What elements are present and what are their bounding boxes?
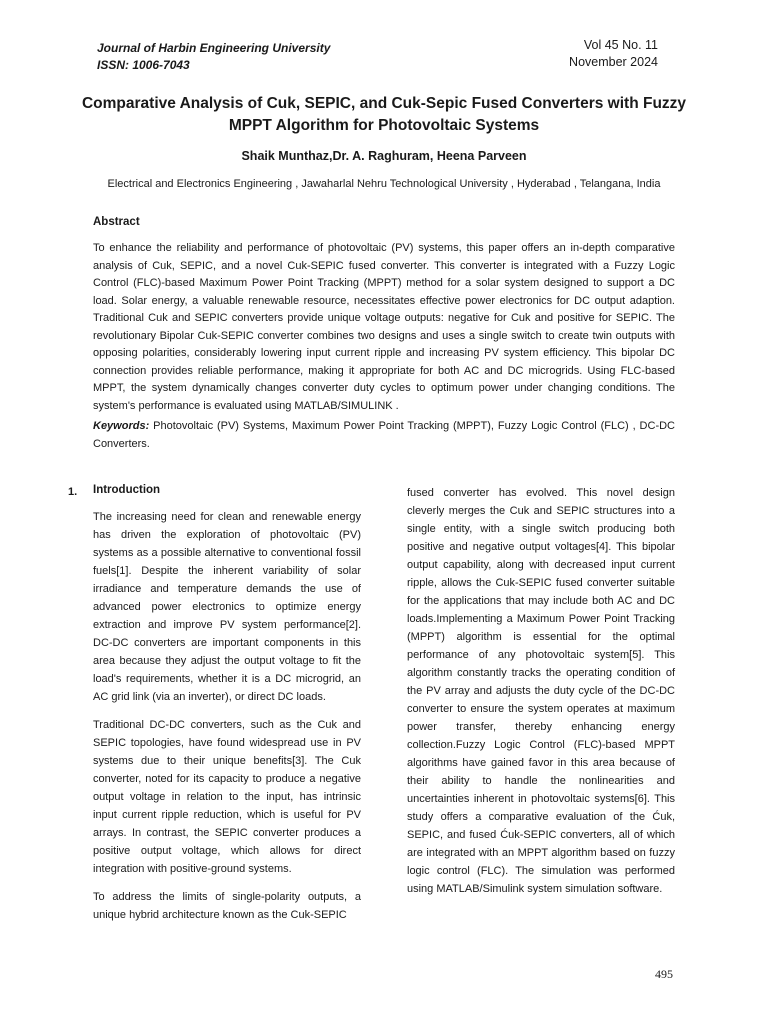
issue-info bbox=[569, 37, 658, 71]
journal-header bbox=[97, 40, 330, 74]
paragraph: fused converter has evolved. This novel design cleverly merges the Cuk and SEPIC structures into a single entity, with a single switch producing both positive and negative output voltages[4]. This bipolar output capability, along with decreased input current ripple, allows the Cuk-SEPIC fused converter suitable for the applications that may include both AC and DC loads.Implementing a Maximum Power Point Tracking (MPPT) algorithm is essential for the optimal performance of any photovoltaic system[5]. This algorithm constantly tracks the operating condition of the PV array and adjusts the duty cycle of the DC-DC converter to ensure the system operates at maximum power transfer, thereby enhancing energy collection.Fuzzy Logic Control (FLC)-based MPPT algorithms have gained favor in this area because of their ability to handle the nonlinearities and uncertainties inherent in photovoltaic systems[6]. This study offers a comparative evaluation of the Ćuk, SEPIC, and fused Ćuk-SEPIC converters, all of which are integrated with an MPPT algorithm based on fuzzy logic control (FLC). The simulation was performed using MATLAB/Simulink system simulation software. bbox=[407, 487, 675, 895]
keywords bbox=[93, 418, 675, 453]
page-number: 495 bbox=[655, 967, 673, 981]
keywords-text: Photovoltaic (PV) Systems, Maximum Power Point Tracking (MPPT), Fuzzy Logic Control (FLC) , DC-DC Converters. bbox=[93, 420, 675, 450]
left-column bbox=[93, 508, 361, 934]
paragraph: Traditional DC-DC converters, such as the Cuk and SEPIC topologies, have found widespread use in PV systems due to their unique benefits[3]. The Cuk converter, noted for its capacity to produce a negative output voltage in relation to the input, has intrinsic input current ripple reduction, which is useful for PV arrays. In contrast, the SEPIC converter produces a positive output voltage, which allows for direct integration with positive-ground systems. bbox=[93, 719, 361, 875]
paragraph: To address the limits of single-polarity outputs, a unique hybrid architecture known as the Cuk-SEPIC bbox=[93, 891, 361, 921]
section-title: Introduction bbox=[93, 484, 161, 496]
abstract-heading: Abstract bbox=[93, 216, 140, 228]
right-column bbox=[407, 484, 675, 908]
author-list: Shaik Munthaz,Dr. A. Raghuram, Heena Parveen bbox=[241, 149, 527, 163]
abstract-text: To enhance the reliability and performance of photovoltaic (PV) systems, this paper offers an in-depth comparative analysis of Cuk, SEPIC, and a novel Cuk-SEPIC fused converter. This converter is integrated with a Fuzzy Logic Control (FLC)-based Maximum Power Point Tracking (MPPT) method for a solar system designed to support a DC load. Solar energy, a valuable renewable resource, necessitates effective power electronics for DC output adaption. Traditional Cuk and SEPIC converters provide unique voltage outputs: negative for Cuk and positive for SEPIC. The revolutionary Bipolar Cuk-SEPIC converter combines two designs and uses a single switch to create twin outputs with opposing polarities, considerably lowering input current ripple and increasing PV system efficiency. This bipolar DC connection provides reliable performance, making it appropriate for both AC and DC microgrids. Using FLC-based MPPT, the system dynamically changes converter duty cycles to optimum power under changing conditions. The system's performance is evaluated using MATLAB/SIMULINK . bbox=[93, 242, 675, 412]
issue-date: November 2024 bbox=[569, 55, 658, 69]
volume-number: Vol 45 No. 11 bbox=[583, 38, 658, 52]
paper-title: Comparative Analysis of Cuk, SEPIC, and Cuk-Sepic Fused Converters with Fuzzy MPPT Algorithm for Photovoltaic Systems bbox=[81, 95, 687, 134]
section-number: 1. bbox=[68, 486, 78, 498]
paragraph: The increasing need for clean and renewable energy has driven the exploration of photovoltaic (PV) systems as a possible alternative to conventional fossil fuels[1]. Despite the inherent variability of solar irradiance and temperature demands the use of advanced power electronics to optimize energy extraction and improve PV system performance[2]. DC-DC converters are important components in this area because they adjust the output voltage to fit the load's requirements, whether it is a DC microgrid, an AC grid link (via an inverter), or direct DC loads. bbox=[93, 511, 361, 703]
journal-name: Journal of Harbin Engineering University bbox=[97, 41, 331, 55]
author-affiliation: Electrical and Electronics Engineering , Jawaharlal Nehru Technological University , Hyderabad , Telangana, India bbox=[107, 178, 661, 190]
journal-issn: ISSN: 1006-7043 bbox=[97, 58, 190, 72]
keywords-label: Keywords: bbox=[93, 420, 150, 432]
